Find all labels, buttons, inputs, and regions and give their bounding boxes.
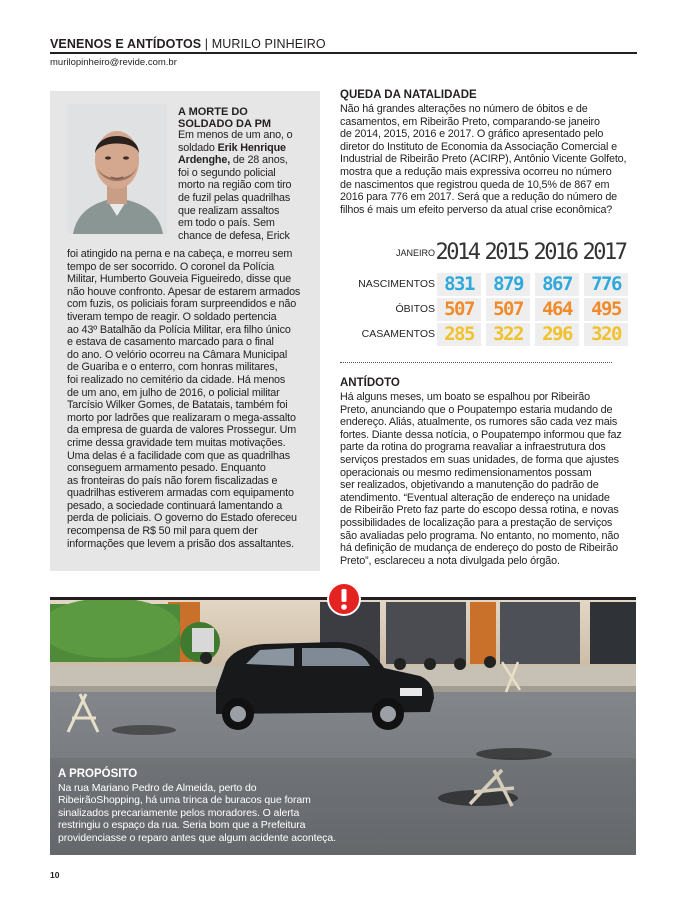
header-rule [50,52,637,54]
table-cell: 867 [535,273,579,296]
text-line: de Ribeirão Preto faz parte do escopo dessa rotina, e novas [340,504,619,517]
text-line: parte da rotina do programa reavaliar a infraestrutura dos [340,441,606,454]
text-line: Preto, anunciando que o Poupatempo estaria mudando de [340,403,613,416]
text-line: recompensa de R$ 50 mil para quem der [67,525,258,538]
table-row [340,273,620,296]
text-line: diretor do Instituto de Economia da Associação Comercial e [340,140,617,153]
table-cell: 296 [535,323,579,346]
table-cell: 507 [437,298,481,321]
row-label: ÓBITOS [395,303,435,315]
photo-caption-title: A PROPÓSITO [58,768,138,780]
text-line: do ano. O velório ocorreu na Câmara Municipal [67,348,288,361]
soldier-surname: Ardenghe, [178,154,231,167]
text-line: quadrilhas estiverem armadas com equipamento [67,487,294,500]
text-line: são avaliadas pelo programa. No entanto, no momento, não [340,529,620,542]
text-line: que realizam assaltos [178,204,280,217]
text-line: filhos é mais um efeito perverso da atual crise econômica? [340,203,613,216]
text-line: Uma delas é a facilidade com que as quadrilhas [67,449,290,462]
text-line: de Guariba e o enterro, com honras militares, [67,361,278,374]
text-line: providenciasse o reparo antes que algum acidente aconteça. [58,831,336,844]
alert-icon [327,582,361,616]
text-line: Tarcísio Wilker Gomes, de Batatais, também foi [67,399,288,412]
text-line: Não há grandes alterações no número de óbitos e de [340,103,588,115]
text-line: Preto”, esclareceu a nota divulgada pelo órgão. [340,554,560,567]
text-line [178,154,315,167]
sidebar-text-wide [67,248,315,550]
column-title [50,37,637,51]
text-line: sinalizados precariamente pelos moradores. O alerta [58,806,300,819]
year-label-2015: 2015 [484,240,528,265]
soldier-name: Erik Henrique [217,141,286,154]
text-line: conseguem armamento pesado. Enquanto [67,462,266,475]
photo-caption-text [58,782,368,844]
text-line: operacionais ou mesmo redimensionamentos possam [340,466,592,479]
sidebar-title [178,106,271,130]
text-line: da empresa de guarda de valores Prossegur. Um [67,424,297,437]
text-line: tempo de ser socorrido. O coronel da Polícia [67,260,275,273]
text-line: ser realizados, objetivando a manutenção do padrão de [340,479,599,492]
text-line: foi o segundo policial [178,166,276,179]
table-row [340,298,620,321]
page-number: 10 [50,870,60,880]
table-cell: 776 [584,273,628,296]
text-line: morto por ladrões que realizaram o mega-assalto [67,411,296,424]
author-email: murilopinheiro@revide.com.br [50,57,177,68]
text-line: Na rua Mariano Pedro de Almeida, perto do [58,782,257,794]
row-label: CASAMENTOS [361,328,435,340]
text-line: crime dessa gravidade tem muitas motivações. [67,436,286,449]
text-line: e estava de casamento marcado para o final [67,336,274,349]
table-cell: 495 [584,298,628,321]
text-line: pesado, a sociedade continuará lamentando a [67,499,283,512]
table-cell: 285 [437,323,481,346]
sidebar-text-narrow [178,129,315,242]
text-line: foi atingido na perna e na cabeça, e morreu sem [67,248,293,260]
text-line: de um ano, em julho de 2016, o policial militar [67,386,280,399]
text-line: ao 43º Batalhão da Polícia Militar, era filho único [67,323,291,336]
text-line: Industrial de Ribeirão Preto (ACIRP), Antônio Vicente Golfeto, [340,153,627,166]
text-line: não houve confronto. Apesar de estarem armados [67,285,301,298]
text-line: RibeirãoShopping, há uma trinca de buracos que foram [58,794,311,807]
year-label-2014: 2014 [435,240,479,265]
table-cell: 507 [486,298,530,321]
text-span: soldado [178,141,218,154]
antidoto-title: ANTÍDOTO [340,377,400,389]
natalidade-text [340,103,632,216]
text-line: perda de policiais. O governo do Estado ofereceu [67,512,297,525]
text-line: tiveram tempo de reagir. O soldado pertencia [67,310,277,323]
table-cell: 320 [584,323,628,346]
text-line: informações que levem a prisão dos assaltantes. [67,537,295,550]
text-line: as fronteiras do país não forem fiscalizadas e [67,474,278,487]
text-line: de 2014, 2015, 2016 e 2017. O gráfico apresentado pelo [340,128,604,141]
table-header-row [340,240,626,265]
author-name: MURILO PINHEIRO [211,37,326,51]
section-name: VENENOS E ANTÍDOTOS [50,37,202,51]
antidoto-text [340,391,632,567]
text-line: endereço. Aliás, atualmente, os rumores são cada vez mais [340,416,618,429]
text-line: 2016 para 776 em 2017. Será que a redução do número de [340,191,618,204]
year-label-2016: 2016 [533,240,577,265]
text-line: de fuzil pelas quadrilhas [178,191,291,204]
text-line: possibilidades de localização para a prestação de serviços [340,516,613,529]
year-label-2017: 2017 [582,240,626,265]
soldier-portrait [67,104,167,234]
text-line: mostra que a redução mais expressiva ocorreu no número [340,165,612,178]
text-line: chance de defesa, Erick [178,229,290,242]
row-label: NASCIMENTOS [358,278,435,290]
table-row [340,323,620,346]
text-span: de 28 anos, [230,154,288,167]
text-line: morto na região com tiro [178,179,292,192]
sidebar-title-line: A MORTE DO [178,106,248,118]
text-line: de nascimentos que registrou queda de 10,5% de 867 em [340,178,610,191]
column-header [50,37,637,68]
text-line: casamentos, em Ribeirão Preto, comparando-se janeiro [340,115,600,128]
natalidade-title: QUEDA DA NATALIDADE [340,89,477,101]
table-cell: 879 [486,273,530,296]
section-divider [340,362,612,363]
text-line: em todo o país. Sem [178,217,275,230]
table-cell: 831 [437,273,481,296]
text-line: restringiu o espaço da rua. Seria bom que a Prefeitura [58,819,306,832]
text-line: foi realizado no cemitério da cidade. Há menos [67,373,286,386]
text-line: Há alguns meses, um boato se espalhou por Ribeirão [340,391,590,403]
title-separator: | [201,37,212,51]
text-line: fortes. Diante dessa notícia, o Poupatempo informou que faz [340,428,622,441]
table-cell: 464 [535,298,579,321]
text-line: Militar, Humberto Gouveia Figueiredo, disse que [67,273,291,286]
sidebar-title-line: SOLDADO DA PM [178,118,272,130]
row-header-label: JANEIRO [395,248,435,258]
text-line: serviços prestados em suas unidades, de forma que ajustes [340,453,619,466]
text-line: há definição de mudança de endereço do posto de Ribeirão [340,542,618,555]
text-line: atendimento. “Eventual alteração de endereço na unidade [340,491,610,504]
text-line: Em menos de um ano, o [178,129,293,141]
table-cell: 322 [486,323,530,346]
text-line [178,142,315,155]
text-line: com fuzis, os policiais foram surpreendidos e não [67,298,297,311]
